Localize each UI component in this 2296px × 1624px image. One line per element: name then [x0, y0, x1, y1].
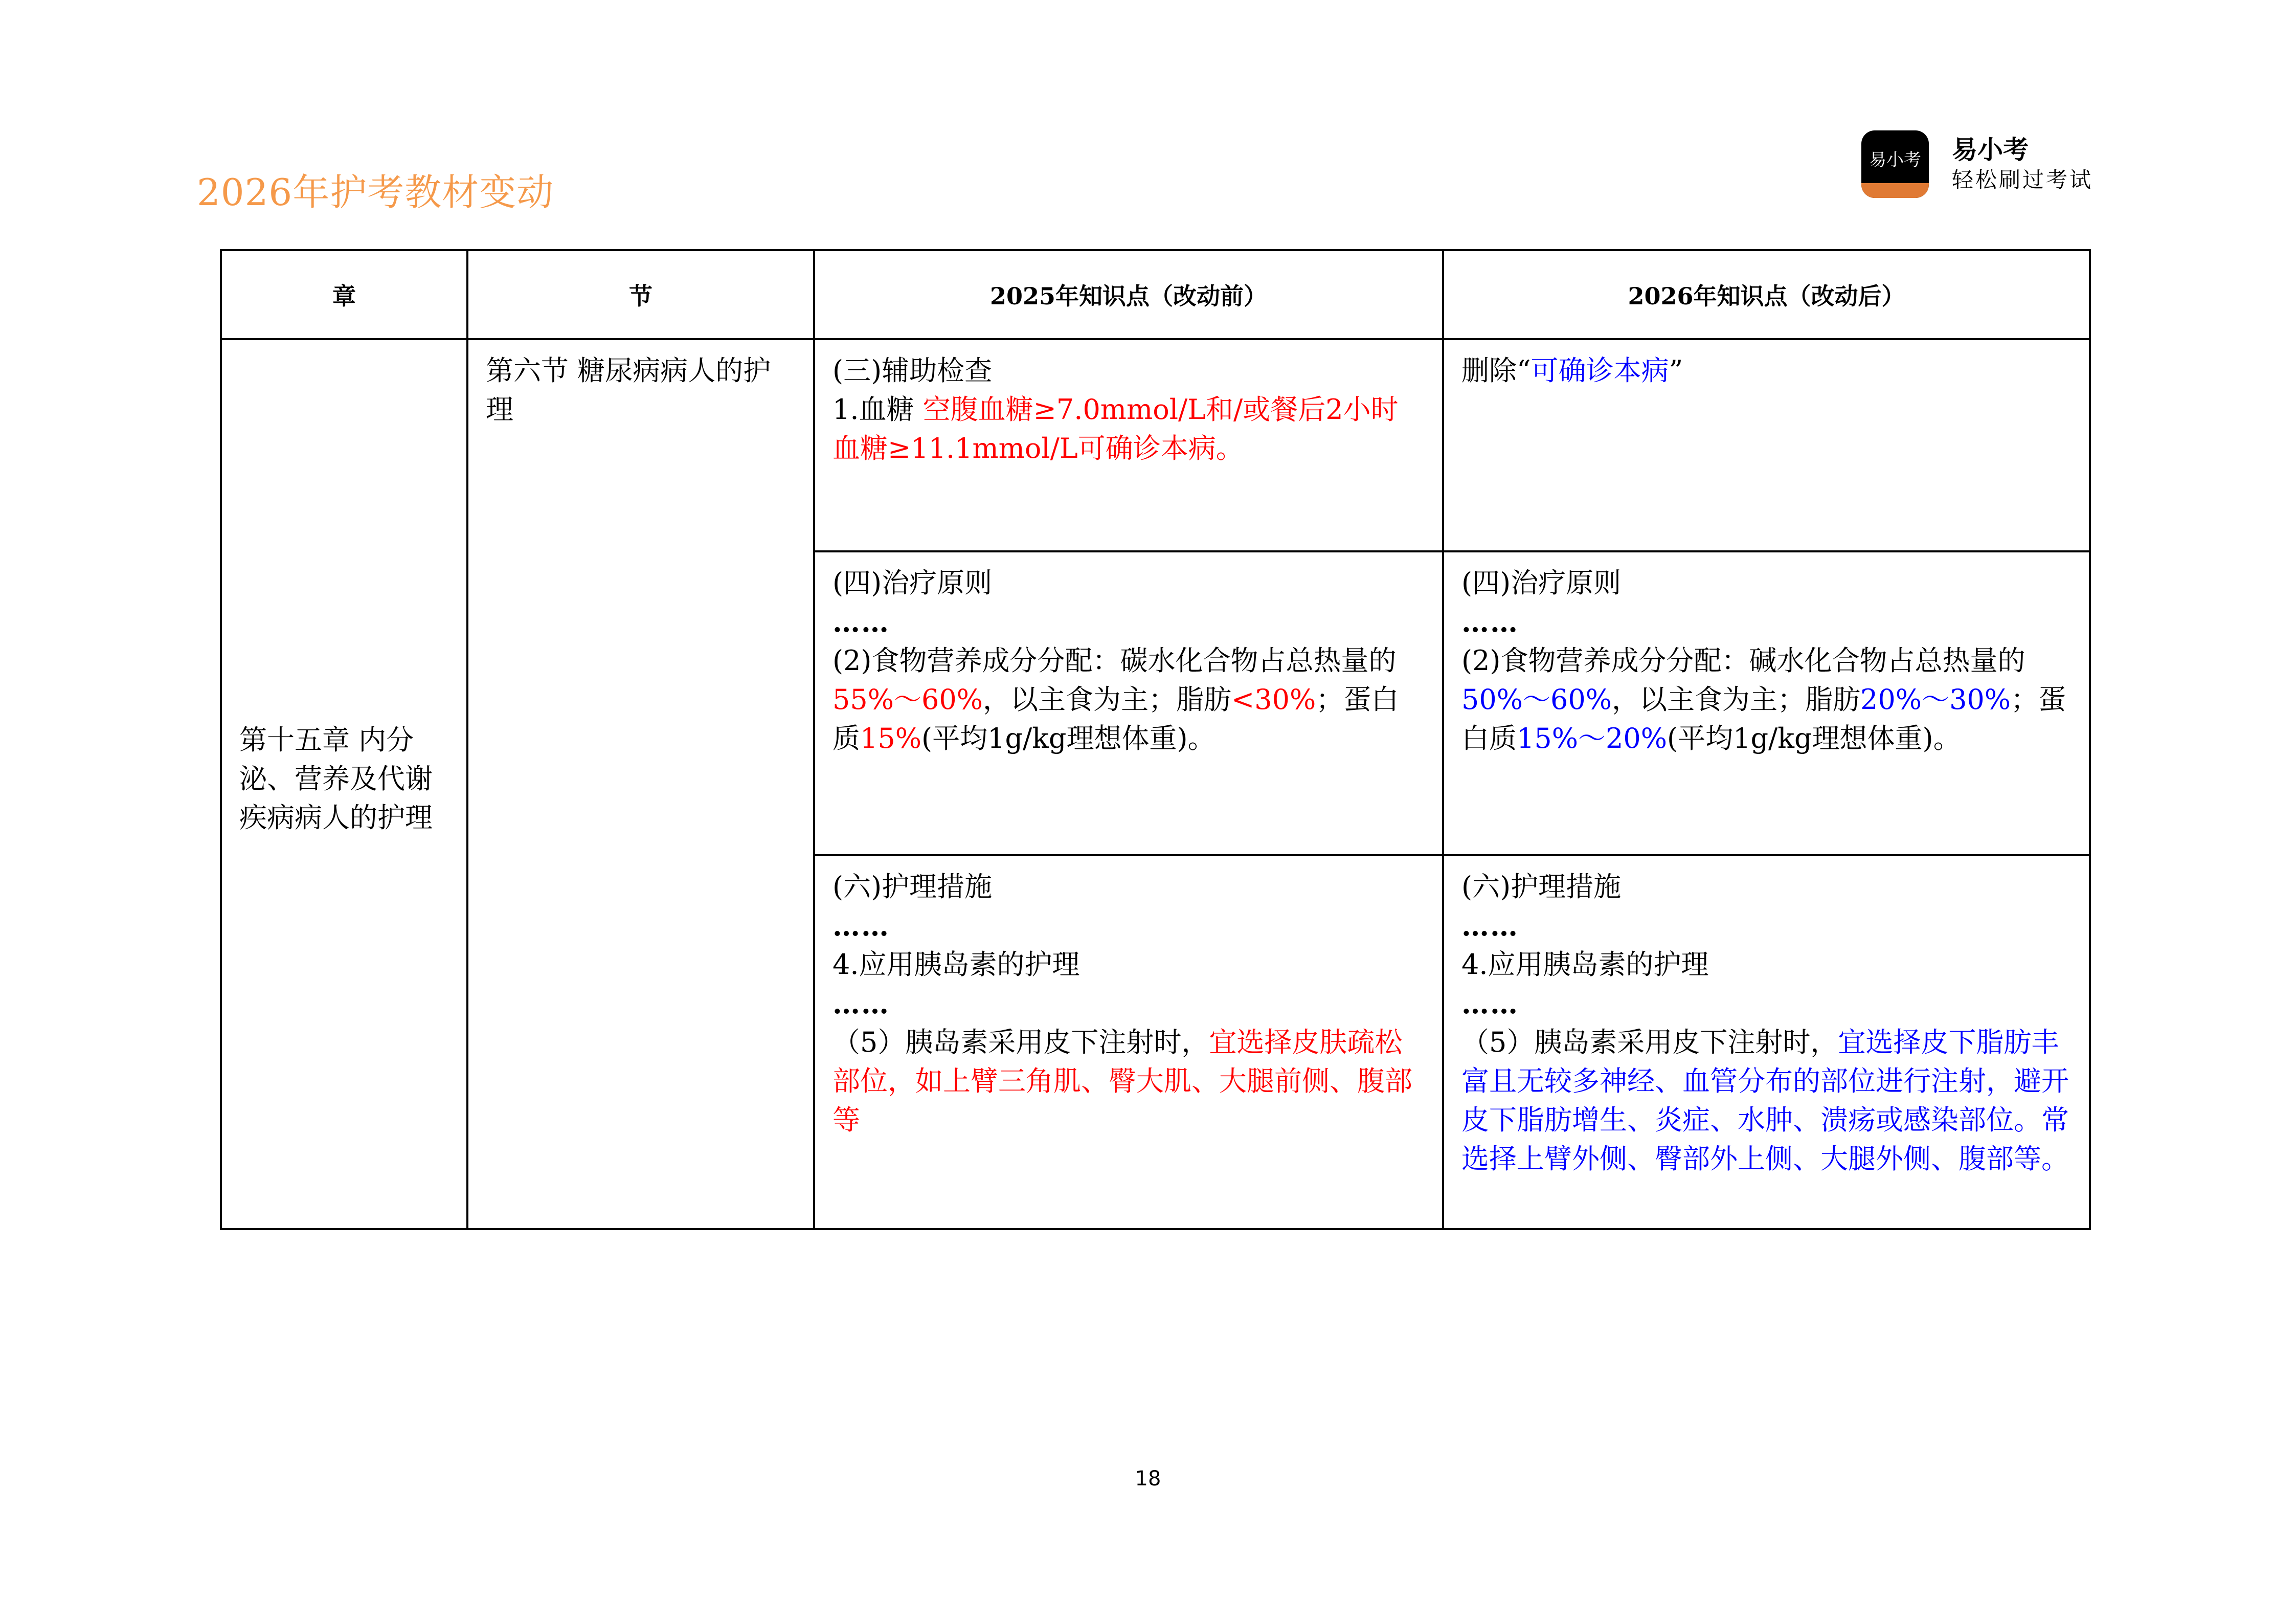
removed-text: 15%: [860, 722, 922, 754]
text-plain: ，以主食为主；脂肪: [1612, 683, 1861, 716]
text-plain: （5）胰岛素采用皮下注射时，: [832, 1026, 1209, 1058]
section-cell: [467, 339, 814, 1229]
brand-block: [1861, 130, 2093, 198]
after-subheading: 4.应用胰岛素的护理: [1461, 948, 1709, 981]
removed-text: 55%～60%: [832, 683, 983, 716]
removed-text: 空腹血糖≥7.0mmol/L和/或餐后2小时血糖≥11.1mmol/L可确诊本病。: [832, 393, 1399, 464]
removed-text: <30%: [1231, 683, 1316, 716]
before-text: [832, 1023, 1425, 1140]
text-plain: ；蛋白质: [832, 683, 1399, 754]
logo-orange-band: [1861, 183, 1929, 198]
text-plain: ”: [1669, 354, 1683, 387]
text-plain: ；蛋白质: [1461, 683, 2066, 754]
before-text: [832, 390, 1425, 468]
page-title: 2026年护考教材变动: [197, 171, 554, 214]
after-text: [1444, 340, 2089, 401]
chapter-text: 第十五章 内分泌、营养及代谢疾病病人的护理: [239, 724, 433, 834]
column-header-after: 2026年知识点（改动后）: [1443, 250, 2090, 339]
before-text: [832, 641, 1425, 758]
after-cell: [1443, 339, 2090, 551]
section-text: 第六节 糖尿病病人的护理: [486, 354, 771, 426]
before-subheading: 4.应用胰岛素的护理: [832, 948, 1080, 981]
after-cell: [1443, 551, 2090, 855]
chapter-cell: [221, 339, 467, 1229]
removed-text: 宜选择皮肤疏松部位，如上臂三角肌、臀大肌、大腿前侧、腹部等: [832, 1026, 1412, 1136]
added-text: 20%～30%: [1860, 683, 2011, 716]
text-plain: 1.血糖: [832, 393, 923, 426]
column-header-section: 节: [467, 250, 814, 339]
table-row: [221, 339, 2090, 551]
ellipsis: ……: [1461, 987, 1519, 1020]
before-cell: [814, 855, 1443, 1229]
before-heading: (六)护理措施: [832, 871, 993, 903]
ellipsis: ……: [832, 909, 890, 942]
ellipsis: ……: [1461, 909, 1519, 942]
before-heading: (三)辅助检查: [832, 354, 993, 387]
after-heading: (四)治疗原则: [1461, 567, 1622, 599]
text-plain: 删除“: [1461, 354, 1531, 387]
after-text: [1461, 641, 2072, 758]
added-text: 50%～60%: [1461, 683, 1612, 716]
logo-text: 易小考: [1869, 150, 1921, 170]
changes-table: [220, 249, 2091, 1230]
ellipsis: ……: [832, 987, 890, 1020]
page-number: 18: [1135, 1467, 1161, 1490]
column-header-before: 2025年知识点（改动前）: [814, 250, 1443, 339]
text-plain: (2)食物营养成分分配：碱水化合物占总热量的: [1461, 644, 2025, 677]
added-text: 15%～20%: [1517, 722, 1668, 754]
added-text: 宜选择皮下脂肪丰富且无较多神经、血管分布的部位进行注射，避开皮下脂肪增生、炎症、水肿、溃疡或感染部位。常选择上臂外侧、臀部外上侧、大腿外侧、腹部等。: [1461, 1026, 2069, 1175]
brand-name: 易小考: [1952, 135, 2029, 165]
column-header-chapter: 章: [221, 250, 467, 339]
app-logo-icon: [1861, 130, 1929, 198]
text-plain: (平均1g/kg理想体重)。: [921, 722, 1215, 754]
before-heading: (四)治疗原则: [832, 567, 993, 599]
ellipsis: ……: [832, 606, 890, 638]
before-cell: [814, 339, 1443, 551]
brand-text: [1952, 134, 2093, 194]
after-heading: (六)护理措施: [1461, 871, 1622, 903]
after-cell: [1443, 855, 2090, 1229]
before-cell: [814, 551, 1443, 855]
text-plain: ，以主食为主；脂肪: [983, 683, 1232, 716]
text-plain: (2)食物营养成分分配：碳水化合物占总热量的: [832, 644, 1397, 677]
added-text: 可确诊本病: [1530, 354, 1669, 387]
text-plain: （5）胰岛素采用皮下注射时，: [1461, 1026, 1838, 1058]
ellipsis: ……: [1461, 606, 1519, 638]
table-header-row: [221, 250, 2090, 339]
brand-slogan: 轻松刷过考试: [1952, 167, 2094, 192]
text-plain: (平均1g/kg理想体重)。: [1667, 722, 1961, 754]
after-text: [1461, 1023, 2072, 1178]
